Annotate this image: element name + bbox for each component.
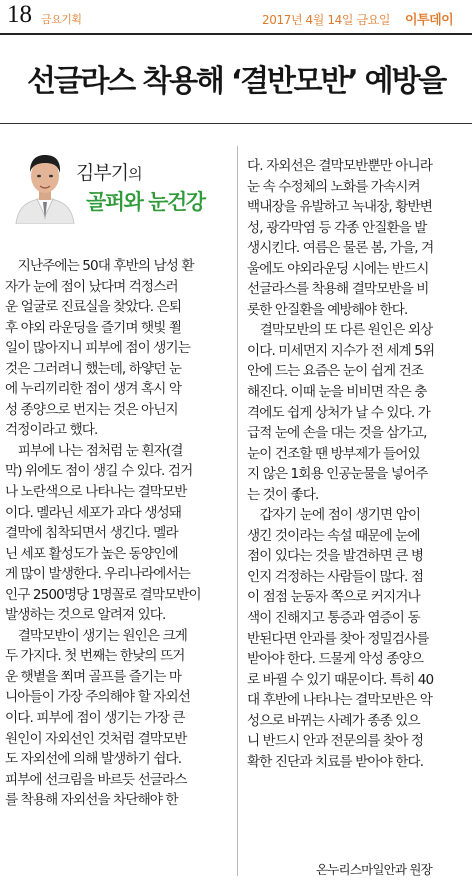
section-label: 금요기획 <box>41 13 82 26</box>
article-line: 자가 눈에 점이 났다며 걱정스러 <box>5 278 178 295</box>
article-line: 나 노란색으로 나타나는 결막모반 <box>5 484 187 501</box>
article-line: 에 누리끼리한 점이 생겨 혹시 악 <box>5 381 182 398</box>
article-line: 결막모반이 생기는 원인은 크게 <box>5 627 187 644</box>
article-line: 피부에 나는 점처럼 눈 흰자(결 <box>5 442 183 459</box>
author-name-text: 김부기 <box>76 162 129 184</box>
article-line: 대 후반에 나타나는 결막모반은 악 <box>247 692 432 709</box>
article-line: 는 것이 좋다. <box>247 486 319 503</box>
article-line: 이다. 미세먼지 지수가 전 세계 5위 <box>247 342 435 359</box>
newspaper-brand: 이투데이 <box>405 13 454 28</box>
article-line: 지 않은 1회용 인공눈물을 넣어주 <box>247 466 428 483</box>
article-line: 운 햇볕을 쬐며 골프를 즐기는 마 <box>5 668 182 685</box>
article-line: 인지 걱정하는 사람들이 많다. 점 <box>247 568 424 585</box>
article-line: 성, 광각막염 등 각종 안질환을 발 <box>247 219 427 236</box>
author-portrait-icon <box>14 146 76 224</box>
author-byline: 온누리스마일안과 원장 <box>316 862 432 877</box>
article-line: 후 야외 라운딩을 즐기며 햇빛 쬘 <box>5 319 182 336</box>
article-line: 지난주에는 50대 후반의 남성 환 <box>5 258 194 274</box>
article-line: 급적 눈에 손을 대는 것을 삼가고, <box>247 425 427 442</box>
article-line: 백내장을 유발하고 녹내장, 황반변 <box>247 199 432 216</box>
article-line: 일이 많아지니 피부에 점이 생기는 <box>5 340 190 357</box>
headline-rule <box>0 123 472 124</box>
article-left-column <box>5 256 233 811</box>
article-line: 생시킨다. 여름은 물론 봄, 가을, 겨 <box>247 240 434 257</box>
article-line: 로 바뀔 수 있기 때문이다. 특히 40 <box>247 671 434 688</box>
article-line: 확한 진단과 치료를 받아야 한다. <box>247 753 424 770</box>
article-line: 운 얼굴로 진료실을 찾았다. 은퇴 <box>5 299 182 316</box>
article-line: 원인이 자외선인 것처럼 결막모반 <box>5 730 187 747</box>
article-line: 니 반드시 안과 전문의를 찾아 정 <box>247 733 424 750</box>
article-line: 눈 속 수정체의 노화를 가속시켜 <box>247 178 420 195</box>
article-line: 눈이 건조할 땐 방부제가 들어있 <box>247 445 420 462</box>
author-photo <box>14 146 76 224</box>
article-line: 이다. 멜라닌 세포가 과다 생성돼 <box>5 504 182 521</box>
article-line: 울에도 야외라운딩 시에는 반드시 <box>247 260 429 277</box>
article-line: 선글라스를 착용해 결막모반을 비 <box>247 281 429 298</box>
article-line: 도 자외선에 의해 발생하기 쉽다. <box>5 751 182 768</box>
article-line: 니아들이 가장 주의해야 할 자외선 <box>5 689 190 706</box>
author-suffix: 의 <box>128 165 142 183</box>
article-headline: 선글라스 착용해 ‘결반모반’ 예방을 <box>26 64 446 99</box>
article-line: 인구 2500명당 1명꼴로 결막모반이 <box>5 586 201 603</box>
article-line: 롯한 안질환을 예방해야 한다. <box>247 301 408 318</box>
article-line: 막) 위에도 점이 생길 수 있다. 검거 <box>5 463 193 480</box>
article-line: 이다. 피부에 점이 생기는 가장 큰 <box>5 710 185 727</box>
page-header <box>0 0 472 34</box>
article-line: 게 많이 발생한다. 우리나라에서는 <box>5 566 190 583</box>
article-line: 갑자기 눈에 점이 생기면 암이 <box>247 507 421 524</box>
article-right-column <box>247 156 469 772</box>
page-number: 18 <box>7 1 32 28</box>
article-line: 받아야 한다. 드물게 악성 종양으 <box>247 651 424 668</box>
column-divider <box>237 146 238 876</box>
article-line: 격에도 쉽게 상처가 날 수 있다. 가 <box>247 404 430 421</box>
article-line: 를 착용해 자외선을 차단해야 한 <box>5 792 178 809</box>
article-line: 해진다. 이때 눈을 비비면 작은 충 <box>247 384 427 401</box>
article-line: 두 가지다. 첫 번째는 한낮의 뜨거 <box>5 648 185 665</box>
article-line: 결막에 침착되면서 생긴다. 멜라 <box>5 525 178 542</box>
article-line: 닌 세포 활성도가 높은 동양인에 <box>5 545 178 562</box>
article-line: 이 점점 눈동자 쪽으로 커지거나 <box>247 589 420 606</box>
article-line: 피부에 선크림을 바르듯 선글라스 <box>5 771 187 788</box>
article-line: 안에 드는 요즘은 눈이 쉽게 건조 <box>247 363 424 380</box>
issue-date: 2017년 4월 14일 금요일 <box>262 13 391 27</box>
author-name <box>76 158 142 185</box>
article-line: 걱정이라고 했다. <box>5 422 98 439</box>
article-line: 것은 그러려니 했는데, 하얗던 눈 <box>5 360 182 377</box>
article-line: 결막모반의 또 다른 원인은 외상 <box>247 322 433 339</box>
article-line: 성 종양으로 번지는 것은 아닌지 <box>5 401 178 418</box>
column-title: 골퍼와 눈건강 <box>86 190 205 214</box>
article-line: 발생하는 것으로 알려져 있다. <box>5 607 166 624</box>
article-line: 생긴 것이라는 속설 때문에 눈에 <box>247 527 420 544</box>
article-line: 다. 자외선은 결막모반뿐만 아니라 <box>247 158 432 174</box>
article-line: 색이 진해지고 통증과 염증이 동 <box>247 610 420 627</box>
article-line: 성으로 바뀌는 사례가 종종 있으 <box>247 712 420 729</box>
header-rule <box>0 33 472 35</box>
article-line: 점이 있다는 것을 발견하면 큰 병 <box>247 548 424 565</box>
article-line: 반된다면 안과를 찾아 정밀검사를 <box>247 630 429 647</box>
